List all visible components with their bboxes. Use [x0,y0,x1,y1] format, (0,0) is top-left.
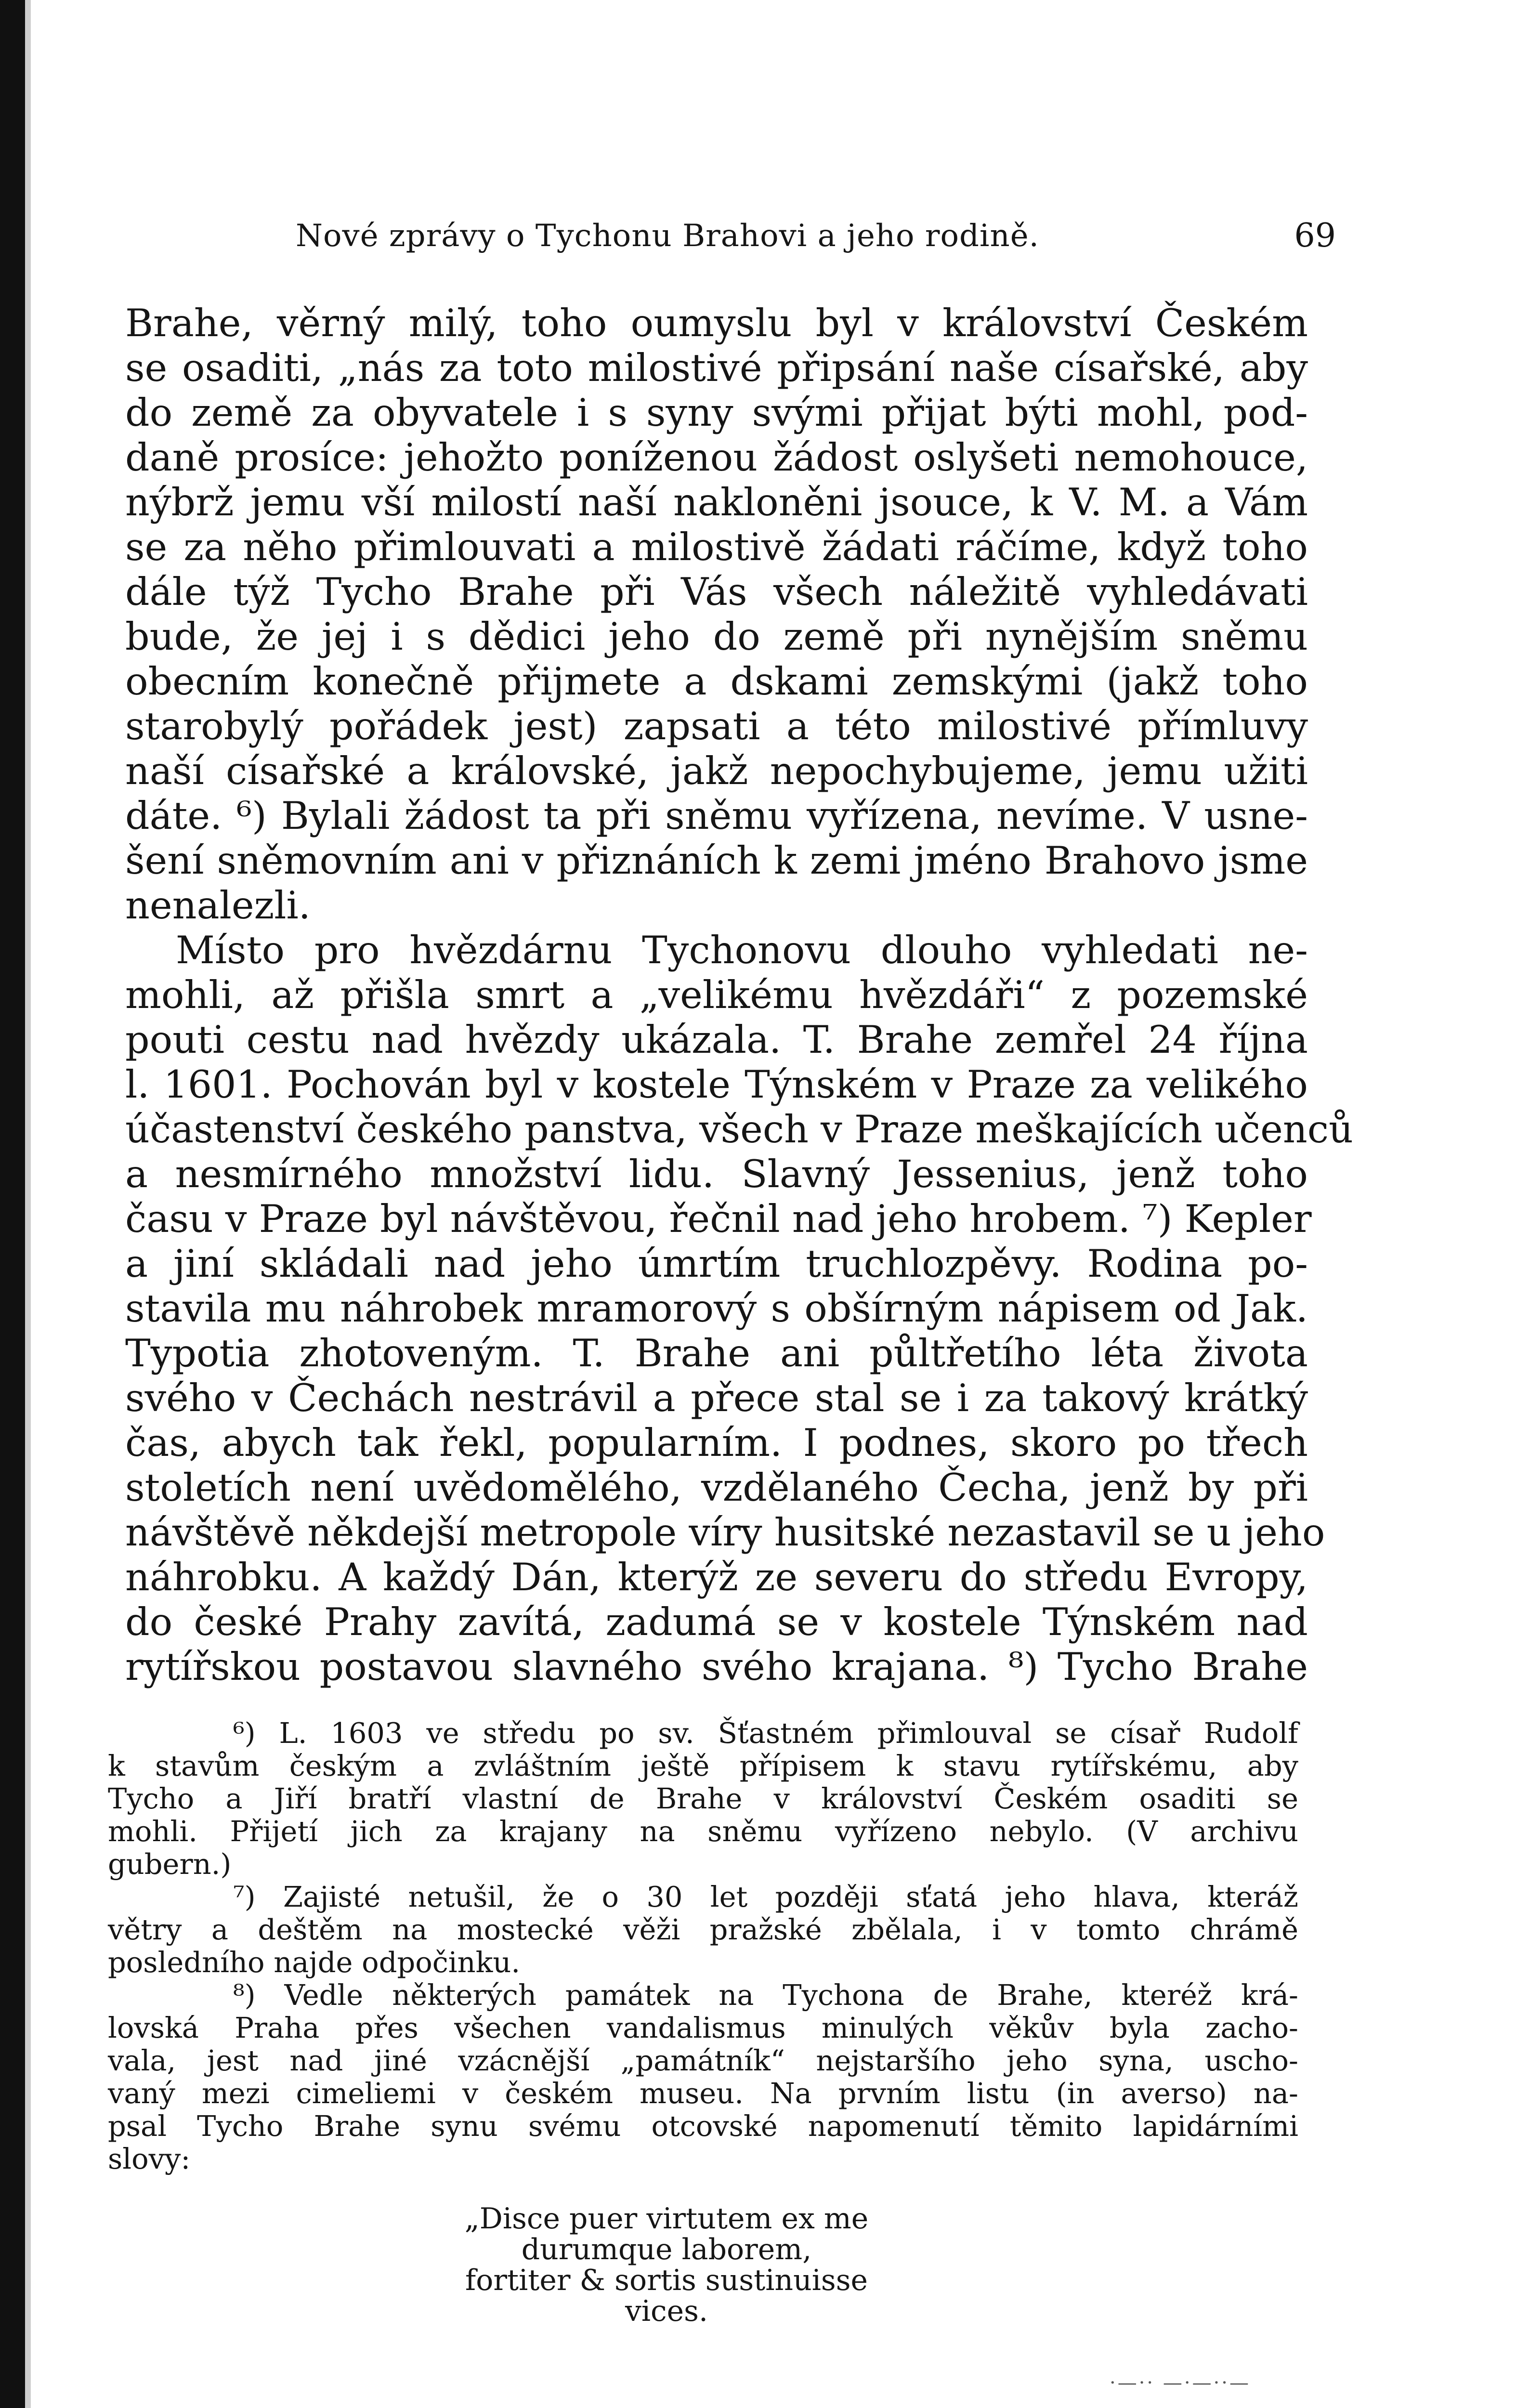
body-line: naší císařské a královské, jakž nepochybujeme, jemu užiti [125,749,1308,793]
body-line: obecním konečně přijmete a dskami zemskými (jakž toho [125,659,1308,704]
body-line: a jiní skládali nad jeho úmrtím truchlozpěvy. Rodina po- [125,1242,1308,1286]
paragraph-start-line: Místo pro hvězdárnu Tychonovu dlouho vyhledati ne- [176,928,1308,972]
footnote-line: posledního najde odpočinku. [108,1946,521,1979]
body-line: nýbrž jemu vší milostí naší nakloněni jsouce, k V. M. a Vám [125,480,1308,524]
footnote-line: lovská Praha přes všechen vandalismus minulých věkův byla zacho- [108,2011,1298,2044]
footnote-line: psal Tycho Brahe synu svému otcovské napomenutí těmito lapidárními [108,2109,1298,2143]
latin-quotation [406,2203,927,2327]
body-line: svého v Čechách nestrávil a přece stal se i za takový krátký [125,1376,1308,1420]
footnote-7-start: ⁷) Zajisté netušil, že o 30 let později sťatá jeho hlava, kteráž [233,1880,1298,1913]
body-line: do české Prahy zavítá, zadumá se v kostele Týnském nad [125,1600,1308,1644]
body-line: čas, abych tak řekl, popularním. I podnes, skoro po třech [125,1421,1308,1465]
body-line: starobylý pořádek jest) zapsati a této milostivé přímluvy [125,704,1308,748]
main-text [125,301,1353,1689]
quotation-line: fortiter & sortis sustinuisse [465,2264,868,2297]
footnote-8-start: ⁸) Vedle některých památek na Tychona de Brahe, kteréž krá- [233,1978,1298,2012]
footnote-line: větry a deštěm na mostecké věži pražské zbělala, i v tomto chrámě [108,1913,1298,1946]
quotation-line: durumque laborem, [521,2233,812,2266]
footnote-line: vaný mezi cimeliemi v českém museu. Na prvním listu (in averso) na- [108,2077,1298,2110]
body-line: se za něho přimlouvati a milostivě žádati ráčíme, když toho [125,525,1308,569]
body-line: času v Praze byl návštěvou, řečnil nad jeho hrobem. ⁷) Kepler [125,1197,1312,1241]
body-line: l. 1601. Pochován byl v kostele Týnském v Praze za velikého [125,1062,1308,1107]
footnote-line: mohli. Přijetí jich za krajany na sněmu vyřízeno nebylo. (V archivu [108,1815,1298,1848]
quotation-line: „Disce puer virtutem ex me [464,2202,869,2236]
body-line: mohli, až přišla smrt a „velikému hvězdáři“ z pozemské [125,973,1308,1017]
body-line: pouti cestu nad hvězdy ukázala. T. Brahe zemřel 24 října [125,1018,1308,1062]
page [31,0,1529,2408]
body-line: se osaditi, „nás za toto milostivé připsání naše císařské, aby [125,346,1308,390]
body-line: bude, že jej i s dědici jeho do země při nynějším sněmu [125,615,1308,659]
scan-gutter [25,0,31,2408]
body-line: návštěvě někdejší metropole víry husitské nezastavil se u jeho [125,1510,1325,1555]
body-line: dále týž Tycho Brahe při Vás všech náležitě vyhledávati [125,570,1308,614]
page-number: 69 [1294,217,1336,255]
body-line: nenalezli. [125,883,311,928]
body-line: stoletích není uvědomělého, vzdělaného Čecha, jenž by při [125,1466,1308,1510]
body-line: do země za obyvatele i s syny svými přijat býti mohl, pod- [125,391,1308,435]
body-line: a nesmírného množství lidu. Slavný Jessenius, jenž toho [125,1152,1308,1196]
body-line: daně prosíce: jehožto poníženou žádost oslyšeti nemohouce, [125,435,1308,480]
body-line: náhrobku. A každý Dán, kterýž ze severu do středu Evropy, [125,1555,1308,1599]
body-line: Typotia zhotoveným. T. Brahe ani půltřetího léta života [125,1331,1308,1375]
scan-left-edge [0,0,25,2408]
footnote-line: slovy: [108,2142,191,2175]
body-line: Brahe, věrný milý, toho oumyslu byl v království Českém [125,301,1308,345]
quotation-line: vices. [625,2294,708,2328]
bottom-scan-mark: ·—·· —·—··— [1110,2372,1251,2394]
footnote-line: Tycho a Jiří bratří vlastní de Brahe v království Českém osaditi se [108,1782,1298,1815]
footnote-6-start: ⁶) L. 1603 ve středu po sv. Šťastném přimlouval se císař Rudolf [233,1716,1298,1750]
body-line: stavila mu náhrobek mramorový s obšírným nápisem od Jak. [125,1286,1308,1331]
body-line: účastenství českého panstva, všech v Praze meškajících učenců [125,1107,1353,1152]
body-line: rytířskou postavou slavného svého krajana. ⁸) Tycho Brahe [125,1645,1308,1689]
running-head: Nové zprávy o Tychonu Brahovi a jeho rodině. [296,218,1039,254]
footnote-line: k stavům českým a zvláštním ještě přípisem k stavu rytířskému, aby [108,1749,1298,1782]
body-line: dáte. ⁶) Bylali žádost ta při sněmu vyřízena, nevíme. V usne- [125,794,1308,838]
footnote-line: gubern.) [108,1847,232,1881]
footnotes [108,1717,1298,2175]
page-header [296,214,1336,258]
body-line: šení sněmovním ani v přiznáních k zemi jméno Brahovo jsme [125,838,1308,883]
footnote-line: vala, jest nad jiné vzácnější „památník“ nejstaršího jeho syna, uscho- [108,2044,1298,2077]
